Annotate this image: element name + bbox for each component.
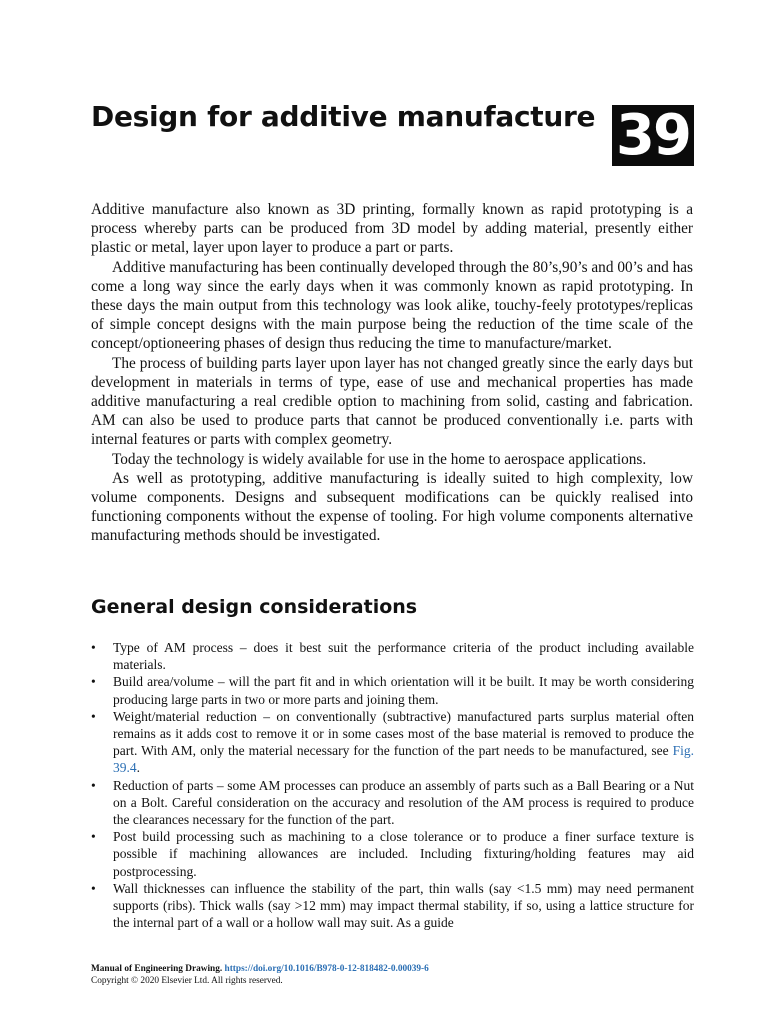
page-footer (91, 963, 429, 987)
doi-link[interactable]: https://doi.org/10.1016/B978-0-12-818482-0.00039-6 (224, 964, 429, 974)
book-title: Manual of Engineering Drawing. (91, 964, 223, 974)
intro-text (91, 200, 693, 546)
copyright: Copyright © 2020 Elsevier Ltd. All rights reserved. (91, 976, 283, 986)
considerations-list (91, 639, 694, 931)
figure-link[interactable]: Fig. 39.4 (113, 743, 694, 776)
list-item: • Build area/volume – will the part fit and in which orientation will it be built. It may be worth considering producing large parts in two or more parts and joining them. (91, 673, 694, 707)
paragraph: As well as prototyping, additive manufacturing is ideally suited to high complexity, low volume components. Designs and subsequent modifications can be quickly realised into functioning components without the expense of tooling. For high volume components alternative manufacturing methods should be investigated. (91, 469, 693, 545)
list-item: • Wall thicknesses can influence the stability of the part, thin walls (say <1.5 mm) may need permanent supports (ribs). Thick walls (say >12 mm) may impact thermal stability, if so, using a lattice structure for the internal part of a wall or a hollow wall may suit. As a guide (91, 880, 694, 932)
list-item: • Post build processing such as machining to a close tolerance or to produce a finer surface texture is possible if machining allowances are included. Including fixturing/holding features may aid postprocessing. (91, 828, 694, 880)
paragraph: Additive manufacture also known as 3D printing, formally known as rapid prototyping is a process whereby parts can be produced from 3D model by adding material, presently either plastic or metal, layer upon layer to produce a part or parts. (91, 201, 693, 257)
list-item: • Reduction of parts – some AM processes can produce an assembly of parts such as a Ball Bearing or a Nut on a Bolt. Careful consideration on the accuracy and resolution of the AM process is required to produce the clearances necessary for the function of the part. (91, 777, 694, 829)
citation-line (91, 963, 429, 975)
section-heading: General design considerations (91, 596, 418, 618)
paragraph: Today the technology is widely available for use in the home to aerospace applications. (112, 450, 647, 468)
chapter-title: Design for additive manufacture (91, 100, 596, 133)
paragraph: The process of building parts layer upon layer has not changed greatly since the early days but development in materials in terms of type, ease of use and mechanical properties has made additive manufacturing a real credible option to machining from solid, casting and fabrication. AM can also be used to produce parts that cannot be produced conventionally i.e. parts with internal features or parts with complex geometry. (91, 354, 693, 449)
chapter-number-badge: 39 (612, 105, 694, 166)
paragraph: Additive manufacturing has been continually developed through the 80’s,90’s and 00’s and has come a long way since the early days when it was commonly known as rapid prototyping. In these days the main output from this technology was look alike, touchy-feely prototypes/replicas of simple concept designs with the main purpose being the reduction of the time scale of the concept/optioneering phases of design thus reducing the time to manufacture/market. (91, 258, 693, 353)
list-item: • Weight/material reduction – on conventionally (subtractive) manufactured parts surplus material often remains as it adds cost to remove it or in some cases most of the base material is removed to produce the part. With AM, only the material necessary for the function of the part needs to be manufactured, see Fig. 39.4. (91, 708, 694, 777)
list-item: • Type of AM process – does it best suit the performance criteria of the product including available materials. (91, 639, 694, 673)
